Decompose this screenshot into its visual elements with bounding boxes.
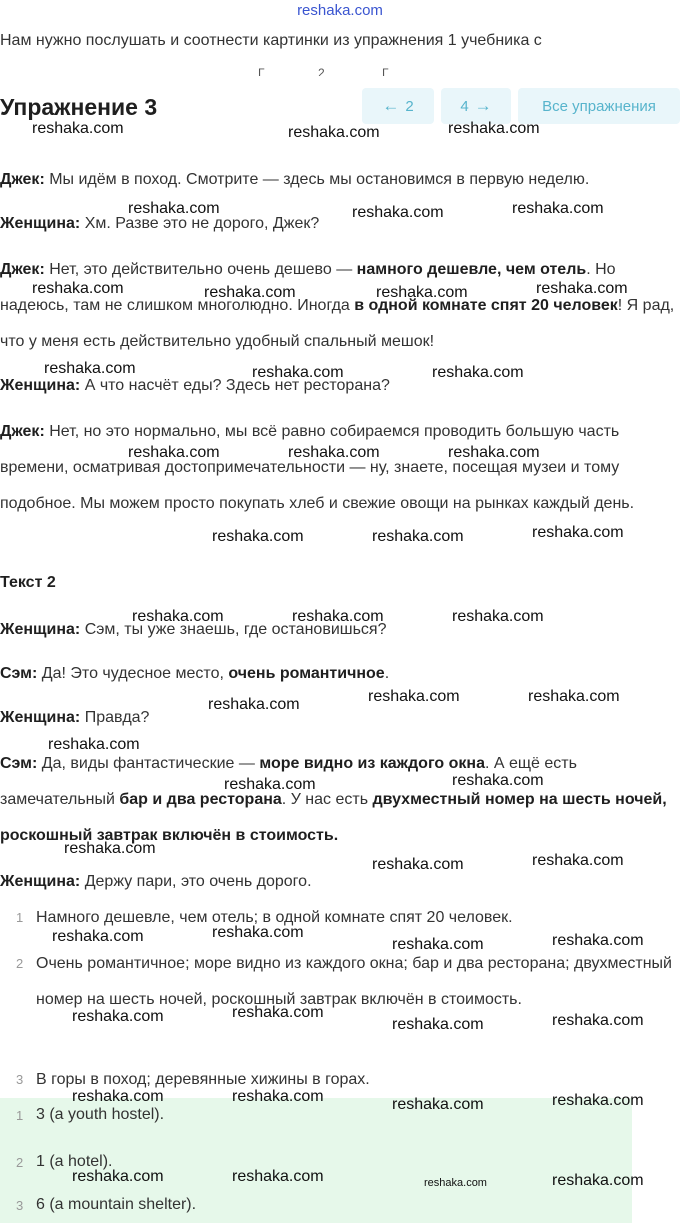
watermark: reshaka.com [432,364,524,381]
speaker: Женщина: [0,709,81,726]
highlight: море видно из каждого окна [259,755,485,772]
highlight: очень романтичное [228,665,385,682]
text-2-heading: Текст 2 [0,574,56,591]
line-text: Правда? [80,709,150,726]
watermark: reshaka.com [288,444,380,461]
watermark: reshaka.com [448,444,540,461]
watermark: reshaka.com [552,932,644,949]
line-text: Держу пари, это очень дорого. [80,873,312,890]
next-exercise-label: 4 [460,97,469,115]
prev-exercise-button[interactable] [362,88,434,124]
list-number: 2 [16,1155,24,1170]
next-exercise-button[interactable] [441,88,511,124]
watermark: reshaka.com [352,204,444,221]
watermark: reshaka.com [64,840,156,857]
arrow-left-icon: ← [382,96,400,115]
watermark: reshaka.com [448,120,540,137]
watermark: reshaka.com [44,360,136,377]
watermark: reshaka.com [208,696,300,713]
speaker: Женщина: [0,377,81,394]
list-text: Очень романтичное; море видно из каждого окна; бар и два ресторана; двухместный номер на шесть ночей, роскошный завтрак включён в стоимость. [36,955,672,1008]
intro-cut-fragment: 2 [318,66,325,76]
watermark: reshaka.com [52,928,144,945]
dialogue-line [0,162,676,198]
highlight: двухместный номер на шесть ночей, роскошный завтрак включён в стоимость. [0,791,667,844]
list-text: 6 (a mountain shelter). [36,1196,197,1213]
watermark: reshaka.com [128,444,220,461]
watermark: reshaka.com [252,364,344,381]
watermark: reshaka.com [132,608,224,625]
watermark: reshaka.com [532,852,624,869]
speaker: Джек: [0,171,45,188]
watermark: reshaka.com [72,1008,164,1025]
watermark: reshaka.com [392,1096,484,1113]
line-text: . А ещё есть замечательный [0,755,577,808]
watermark: reshaka.com [532,524,624,541]
line-text: А что насчёт еды? Здесь нет ресторана? [80,377,390,394]
watermark: reshaka.com [452,772,544,789]
intro-text: Нам нужно послушать и соотнести картинки из упражнения 1 учебника с [0,32,542,49]
list-number: 3 [16,1198,24,1213]
watermark: reshaka.com [232,1088,324,1105]
line-text: Сэм, ты уже знаешь, где остановишься? [80,621,387,638]
line-text: Да, виды фантастические — [37,755,260,772]
dialogue-line [0,414,676,522]
line-text: . Но надеюсь, там не слишком многолюдно. Иногда [0,261,616,314]
watermark: reshaka.com [392,936,484,953]
list-text: В горы в поход; деревянные хижины в горах. [36,1071,370,1088]
list-text: 1 (a hotel). [36,1153,113,1170]
exercise-title: Упражнение 3 [0,94,158,120]
watermark: reshaka.com [48,736,140,753]
watermark: reshaka.com [288,124,380,141]
watermark: reshaka.com [212,528,304,545]
highlight: бар и два ресторана [119,791,282,808]
site-logo[interactable]: reshaka.com [297,2,383,19]
speaker: Сэм: [0,665,38,682]
arrow-right-icon: → [474,96,492,115]
watermark: reshaka.com [372,528,464,545]
watermark: reshaka.com [292,608,384,625]
watermark: reshaka.com [528,688,620,705]
list-number: 3 [16,1072,24,1087]
list-number: 1 [16,910,24,925]
list-number: 1 [16,1108,24,1123]
speaker: Сэм: [0,755,38,772]
watermark: reshaka.com [232,1168,324,1185]
dialogue-line [0,252,676,360]
watermark: reshaka.com [552,1172,644,1189]
line-text: Хм. Разве это не дорого, Джек? [80,215,320,232]
watermark: reshaka.com [392,1016,484,1033]
intro-cut-fragment: Г [382,66,389,76]
line-text: Нет, но это нормально, мы всё равно собираемся проводить большую часть времени, осматривая достопримечательности — ну, знаете, посещая музеи и тому подобное. Мы можем просто покупать хлеб и свежие овощи на рынках каждый день. [0,423,635,512]
intro-cut-line [0,60,680,76]
all-exercises-label: Все упражнения [542,97,656,115]
watermark: reshaka.com [128,200,220,217]
line-text: ! Я рад, что у меня есть действительно удобный спальный мешок! [0,297,675,350]
line-text: Нет, это действительно очень дешево — [44,261,357,278]
watermark: reshaka.com [232,1004,324,1021]
watermark: reshaka.com [376,284,468,301]
line-text: Да! Это чудесное место, [37,665,229,682]
watermark: reshaka.com [452,608,544,625]
list-text: 3 (a youth hostel). [36,1106,165,1123]
watermark: reshaka.com [368,688,460,705]
watermark: reshaka.com [72,1168,164,1185]
watermark: reshaka.com [212,924,304,941]
watermark: reshaka.com [224,776,316,793]
highlight: в одной комнате спят 20 человек [354,297,618,314]
intro-cut-fragment: Г [258,66,265,76]
list-text: Намного дешевле, чем отель; в одной комнате спят 20 человек. [36,909,513,926]
watermark: reshaka.com [72,1088,164,1105]
watermark: reshaka.com [536,280,628,297]
speaker: Женщина: [0,215,81,232]
answer-key [0,1098,632,1223]
watermark: reshaka.com [372,856,464,873]
speaker: Джек: [0,423,45,440]
dialogue-line [0,656,676,692]
prev-exercise-label: 2 [405,97,414,115]
speaker: Женщина: [0,873,81,890]
highlight: намного дешевле, чем отель [356,261,587,278]
line-text: Мы идём в поход. Смотрите — здесь мы остановимся в первую неделю. [44,171,590,188]
all-exercises-button[interactable] [518,88,680,124]
watermark: reshaka.com [552,1012,644,1029]
line-text: . У нас есть [281,791,373,808]
watermark: reshaka.com [512,200,604,217]
watermark: reshaka.com [552,1092,644,1109]
dialogue-line [0,746,676,854]
watermark: reshaka.com [32,280,124,297]
speaker: Джек: [0,261,45,278]
watermark: reshaka.com [424,1177,487,1189]
list-number: 2 [16,956,24,971]
line-text: . [384,665,390,682]
speaker: Женщина: [0,621,81,638]
watermark: reshaka.com [32,120,124,137]
watermark: reshaka.com [204,284,296,301]
